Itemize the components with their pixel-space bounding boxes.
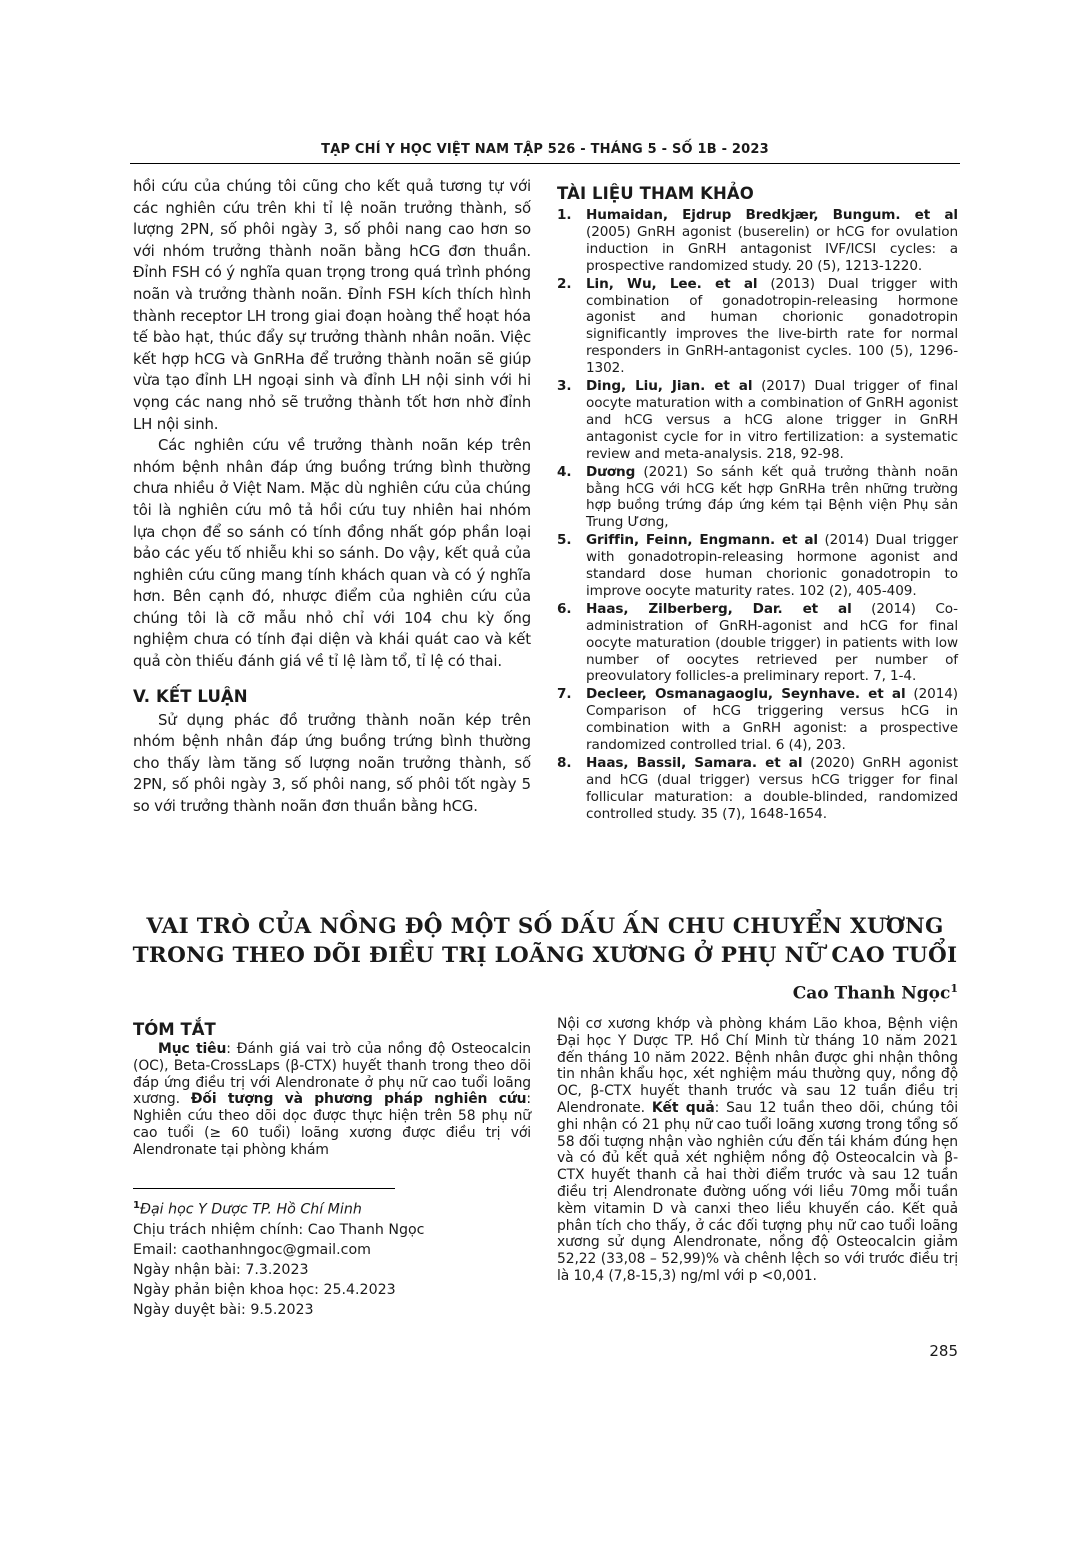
reference-authors: Haas, Bassil, Samara. et al	[586, 755, 803, 771]
reference-item	[557, 378, 958, 463]
reference-authors: Haas, Zilberberg, Dar. et al	[586, 600, 852, 617]
references-column	[557, 178, 958, 824]
reference-text: (2014) Co-administration of GnRH-agonist and hCG for final oocyte maturation (double trigger) in patients with low number of oocytes retrieved per number of preovulatory follicles-a preliminary report. 7, 1-4.	[586, 600, 958, 685]
reference-text: (2014) Dual trigger with gonadotropin-releasing hormone agonist and standard dose human chorionic gonadotropin to improve oocyte maturity rates. 102 (2), 405-409.	[586, 532, 958, 599]
reference-number: 1.	[557, 207, 572, 223]
reference-item	[557, 207, 958, 275]
reference-authors: Dương	[586, 463, 636, 480]
reference-text: (2020) GnRH agonist and hCG (dual trigger) versus hCG trigger for final follicular maturation: a double-blinded, randomized controlled study. 35 (7), 1648-1654.	[586, 755, 958, 822]
article-title-line-2: TRONG THEO DÕI ĐIỀU TRỊ LOÃNG XƯƠNG Ở PHỤ NỮ CAO TUỔI	[132, 943, 958, 968]
discussion-paragraph-1: hồi cứu của chúng tôi cũng cho kết quả tương tự với các nghiên cứu trên khi tỉ lệ noãn trưởng thành, số lượng 2PN, số phôi ngày 3, số phôi nang cao hơn so với nhóm trưởng thành noãn bằng hCG đơn thuần. Đỉnh FSH có ý nghĩa quan trọng trong quá trình phóng noãn và trưởng thành noãn. Đỉnh FSH kích thích hình thành receptor LH trong giai đoạn hoàng thể hoạt hóa tế bào hạt, thúc đẩy sự trưởng thành nhân noãn. Việc kết hợp hCG và GnRHa để trưởng thành noãn sẽ giúp vừa tạo đỉnh LH ngoại sinh và đỉnh LH nội sinh với hi vọng các nang nhỏ sẽ trưởng thành tốt hơn nhờ đỉnh LH nội sinh.	[133, 177, 531, 433]
reference-item	[557, 532, 958, 600]
objective-label: Mục tiêu	[158, 1041, 227, 1057]
conclusion-heading: V. KẾT LUẬN	[133, 686, 248, 706]
affiliation-text: Đại học Y Dược TP. Hồ Chí Minh	[139, 1201, 362, 1218]
reference-text: (2014) Comparison of hCG triggering versus hCG in combination with a GnRH agonist: a prospective randomized controlled trial. 6 (4), 203.	[586, 686, 959, 754]
footnote-responsible: Chịu trách nhiệm chính: Cao Thanh Ngọc	[133, 1221, 425, 1238]
reference-body	[586, 755, 958, 823]
methods-text: : Nghiên cứu theo dõi dọc được thực hiện trên 58 phụ nữ cao tuổi (≥ 60 tuổi) loãng xương được điều trị với Alendronate tại phòng khám	[133, 1091, 531, 1158]
abstract-text-b: : Sau 12 tuần theo dõi, chúng tôi ghi nhận có 21 phụ nữ cao tuổi loãng xương trong tổng số 58 đối tượng nhận vào nghiên cứu đến tái khám đúng hẹn và có đủ kết quả xét nghiệm nồng độ Osteocalcin và β-CTX huyết thanh cả hai thời điểm trước và sau 12 tuần điều trị Alendronate đường uống với liều 70mg mỗi tuần kèm vitamin D và canxi theo liều khuyến cáo. Kết quả phân tích cho thấy, ở các đối tượng phụ nữ cao tuổi loãng xương sử dụng Alendronate, nồng độ Osteocalcin giảm 52,22 (33,08 – 52,99)% và chênh lệch so với trước điều trị là 10,4 (7,8-15,3) ng/ml với p <0,001.	[557, 1099, 959, 1284]
reference-authors: Lin, Wu, Lee. et al	[586, 275, 758, 292]
author-name: Cao Thanh Ngọc	[792, 983, 951, 1004]
author-affiliation-marker: 1	[950, 982, 958, 995]
conclusion-paragraph: Sử dụng phác đồ trưởng thành noãn kép trên nhóm bệnh nhân đáp ứng buồng trứng bình thường cho thấy làm tăng số lượng noãn trưởng thành, số 2PN, số phôi ngày 3, số phôi nang, số phôi tốt ngày 5 so với trưởng thành noãn đơn thuần bằng hCG.	[133, 710, 531, 816]
discussion-paragraph-2: Các nghiên cứu về trưởng thành noãn kép trên nhóm bệnh nhân đáp ứng buồng trứng bình thường chưa nhiều ở Việt Nam. Mặc dù nghiên cứu của chúng tôi là nghiên cứu mô tả hồi cứu tuy nhiên hai nhóm lựa chọn để so sánh có tính đồng nhất góp phần loại bảo các yếu tố nhiễu khi so sánh. Do vậy, kết quả của nghiên cứu cũng mang tính khách quan và có ý nghĩa hơn. Bên cạnh đó, nhược điểm của nghiên cứu của chúng tôi là cỡ mẫu nhỏ chỉ với 104 chu kỳ ống nghiệm chưa có tính đại diện và khái quát cao và kết quả còn thiếu đánh giá về tỉ lệ làm tổ, tỉ lệ có thai.	[133, 436, 531, 671]
reference-text: (2005) GnRH agonist (buserelin) or hCG for ovulation induction in GnRH antagonist IVF/ICSI cycles: a prospective randomized study. 20 (5), 1213-1220.	[586, 223, 958, 274]
reference-number: 5.	[557, 532, 572, 549]
article-title	[130, 912, 960, 970]
footnotes	[133, 1196, 531, 1320]
footnote-received: Ngày nhận bài: 7.3.2023	[133, 1262, 309, 1279]
abstract-right-column	[557, 1016, 958, 1285]
reference-item	[557, 601, 958, 686]
reference-body	[586, 378, 958, 463]
reference-body	[586, 207, 958, 275]
footnote-divider	[133, 1188, 395, 1189]
reference-number: 2.	[557, 275, 572, 292]
journal-header: TẠP CHÍ Y HỌC VIỆT NAM TẬP 526 - THÁNG 5 - SỐ 1B - 2023	[321, 142, 769, 157]
reference-body	[586, 464, 958, 532]
reference-list	[557, 207, 958, 823]
abstract-text-a: Nội cơ xương khớp và phòng khám Lão khoa, Bệnh viện Đại học Y Dược TP. Hồ Chí Minh từ tháng 10 năm 2021 đến tháng 10 năm 2022. Bệnh nhân được ghi nhận thông tin nhân khẩu học, xét nghiệm máu thường quy, nồng độ OC, β-CTX huyết thanh trước và sau 12 tuần điều trị Alendronate.	[557, 1016, 958, 1116]
reference-authors: Humaidan, Ejdrup Bredkjær, Bungum. et al	[586, 207, 958, 223]
reference-item	[557, 686, 958, 754]
reference-authors: Ding, Liu, Jian. et al	[586, 378, 753, 395]
footnote-affiliation	[133, 1196, 531, 1220]
reference-authors: Decleer, Osmanagaoglu, Seynhave. et al	[586, 686, 906, 703]
footnote-email: Email: caothanhngoc@gmail.com	[133, 1241, 371, 1258]
abstract-heading: TÓM TẮT	[133, 1020, 216, 1039]
objective-text: : Đánh giá vai trò của nồng độ Osteocalcin (OC), Beta-CrossLaps (β-CTX) huyết thanh trong theo dõi đáp ứng điều trị với Alendronate ở phụ nữ cao tuổi loãng xương.	[133, 1041, 531, 1108]
results-label: Kết quả	[651, 1099, 715, 1116]
methods-label: Đối tượng và phương pháp nghiên cứu	[190, 1091, 527, 1108]
reference-item	[557, 755, 958, 823]
reference-number: 3.	[557, 378, 572, 395]
reference-text: (2021) So sánh kết quả trưởng thành noãn bằng hCG với hCG kết hợp GnRHa trên những trường hợp buồng trứng đáp ứng kém tại Bệnh viện Phụ sản Trung Ương,	[586, 463, 958, 531]
reference-authors: Griffin, Feinn, Engmann. et al	[586, 532, 818, 549]
abstract-left-column	[133, 1020, 531, 1159]
reference-item	[557, 276, 958, 377]
footnote-reviewed: Ngày phản biện khoa học: 25.4.2023	[133, 1282, 396, 1299]
abstract-paragraph-start	[133, 1041, 531, 1159]
article-author	[793, 982, 958, 1004]
reference-number: 7.	[557, 686, 572, 703]
reference-number: 8.	[557, 755, 572, 771]
reference-text: (2017) Dual trigger of final oocyte maturation with a combination of GnRH agonist and hCG versus a hCG alone trigger in GnRH antagonist cycle for in vitro fertilization: a systematic review and meta-analysis. 218, 92-98.	[586, 378, 958, 462]
references-heading: TÀI LIỆU THAM KHẢO	[557, 184, 754, 203]
footnote-approved: Ngày duyệt bài: 9.5.2023	[133, 1302, 314, 1319]
page-number: 285	[929, 1342, 958, 1360]
reference-number: 6.	[557, 600, 572, 617]
abstract-paragraph-continued	[557, 1016, 958, 1285]
reference-item	[557, 464, 958, 532]
reference-body	[586, 532, 958, 600]
header-divider	[130, 163, 960, 164]
footnote-affiliation-marker: 1	[133, 1200, 140, 1211]
reference-body	[586, 276, 958, 377]
left-column	[133, 176, 531, 818]
reference-text: (2013) Dual trigger with combination of gonadotropin-releasing hormone agonist and human chorionic gonadotropin significantly improves the live-birth rate for normal responders in GnRH-antagonist cycles. 100 (5), 1296-1302.	[586, 275, 958, 377]
reference-body	[586, 601, 958, 686]
article-title-line-1: VAI TRÒ CỦA NỒNG ĐỘ MỘT SỐ DẤU ẤN CHU CHUYỂN XƯƠNG	[146, 914, 944, 939]
reference-body	[586, 686, 958, 754]
reference-number: 4.	[557, 463, 572, 480]
